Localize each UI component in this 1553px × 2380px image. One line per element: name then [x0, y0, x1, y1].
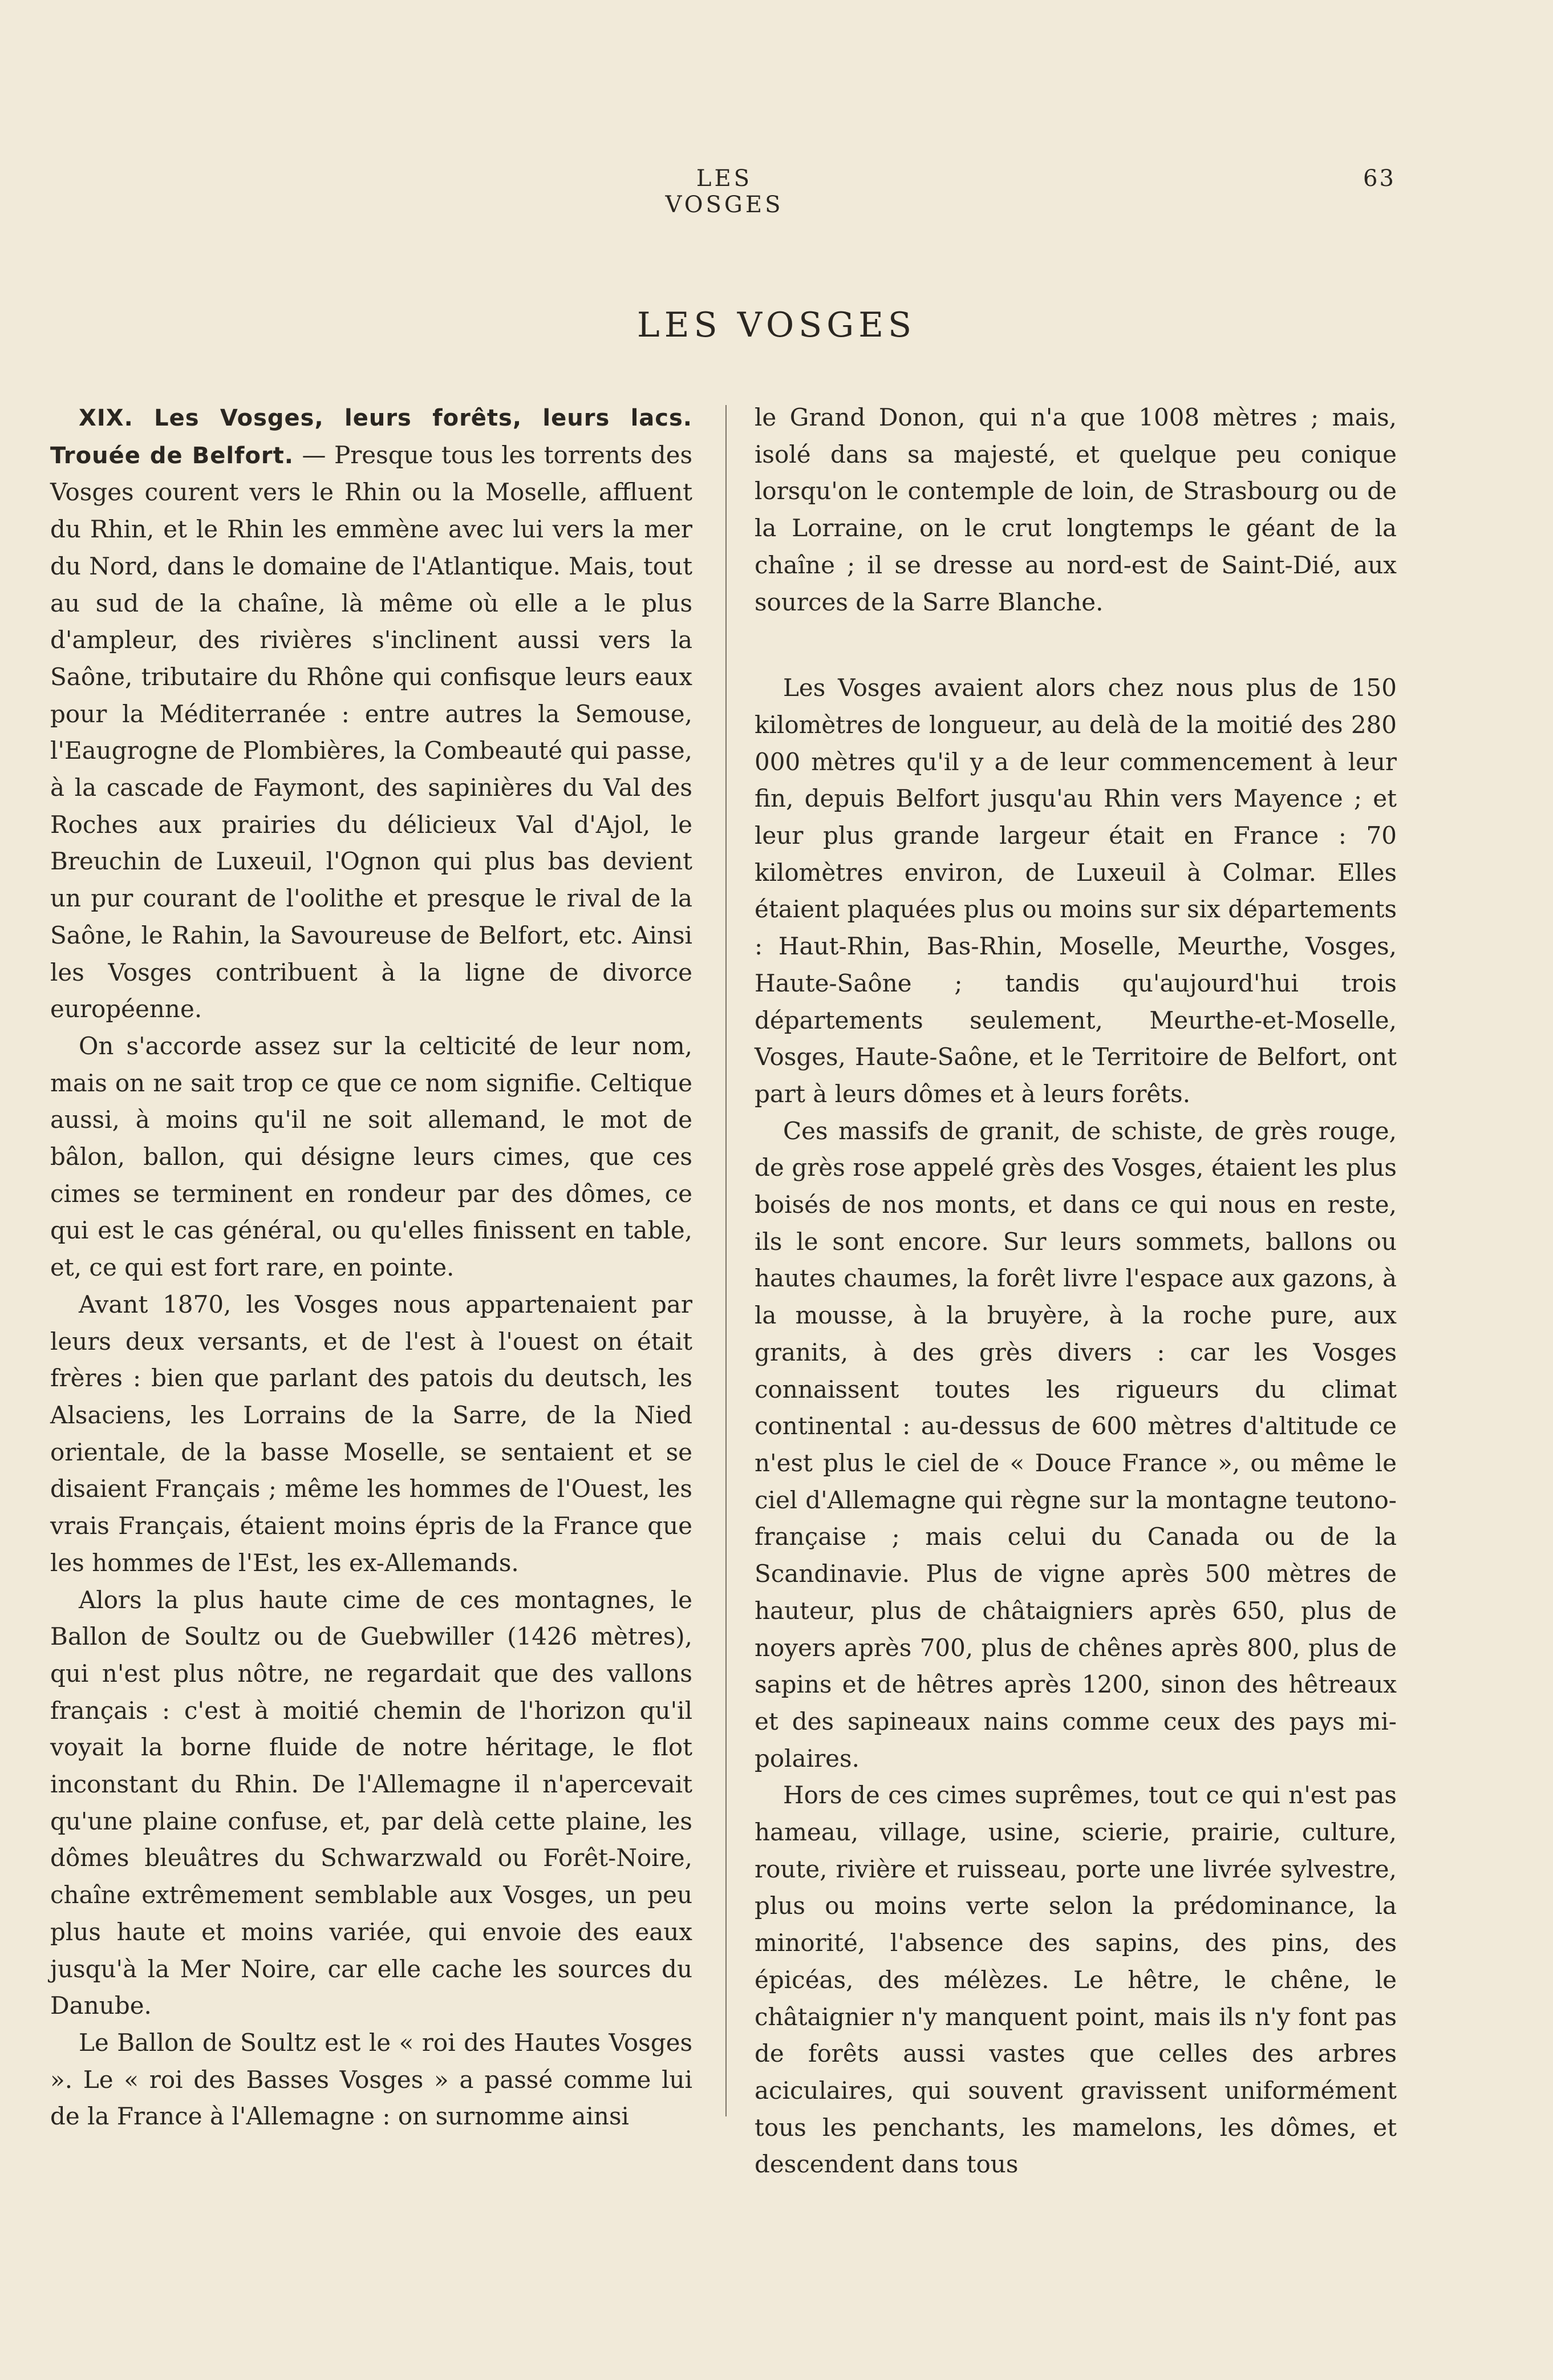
paragraph: Ces massifs de granit, de schiste, de grès rouge, de grès rose appelé grès des Vosges, étaient les plus boisés de nos monts, et dans ce qui nous en reste, ils le sont encore. Sur leurs sommets, ballons ou hautes chaumes, la forêt livre l'espace aux gazons, à la mousse, à la bruyère, à la roche pure, aux granits, à des grès divers : car les Vosges connaissent toutes les rigueurs du climat continental : au-dessus de 600 mètres d'altitude ce n'est plus le ciel de « Douce France », ou même le ciel d'Allemagne qui règne sur la montagne teutono-française ; mais celui du Canada ou de la Scandinavie. Plus de vigne après 500 mètres de hauteur, plus de châtaigniers après 650, plus de noyers après 700, plus de chênes après 800, plus de sapins et de hêtres après 1200, sinon des hêtreaux et des sapineaux nains comme ceux des pays mi-polaires. — [755, 1116, 1397, 1772]
paragraph: Hors de ces cimes suprêmes, tout ce qui n'est pas hameau, village, usine, scierie, prairie, culture, route, rivière et ruisseau, porte une livrée sylvestre, plus ou moins verte selon la prédominance, la minorité, l'absence des sapins, des pins, des épicéas, des mélèzes. Le hêtre, le chêne, le châtaignier n'y manquent point, mais ils n'y font pas de forêts aussi vastes que celles des arbres aciculaires, qui souvent gravissent uniformément tous les penchants, les mamelons, les dômes, et descendent dans tous — [755, 1781, 1397, 2179]
column-divider — [725, 405, 727, 2116]
paragraph: Le Ballon de Soultz est le « roi des Hautes Vosges ». Le « roi des Basses Vosges » a passé comme lui de la France à l'Allemagne : on surnomme ainsi — [50, 2028, 692, 2131]
section-text: — Presque tous les torrents des Vosges courent vers le Rhin ou la Moselle, affluent du Rhin, et le Rhin les emmène avec lui vers la mer du Nord, dans le domaine de l'Atlantique. Mais, tout au sud de la chaîne, là même où elle a le plus d'ampleur, des rivières s'inclinent aussi vers la Saône, tributaire du Rhône qui confisque leurs eaux pour la Méditerranée : entre autres la Semouse, l'Eaugrogne de Plombières, la Combeauté qui passe, à la cascade de Faymont, des sapinières du Val des Roches aux prairies du délicieux Val d'Ajol, le Breuchin de Luxeuil, l'Ognon qui plus bas devient un pur courant de l'oolithe et presque le rival de la Saône, le Rahin, la Savoureuse de Belfort, etc. Ainsi les Vosges contribuent à la ligne de divorce européenne. — [50, 440, 693, 1023]
section-paragraph — [50, 399, 692, 1028]
continuation-paragraph: le Grand Donon, qui n'a que 1008 mètres ; mais, isolé dans sa majesté, et quelque peu conique lorsqu'on le contemple de loin, de Strasbourg ou de la Lorraine, on le crut longtemps le géant de la chaîne ; il se dresse au nord-est de Saint-Dié, aux sources de la Sarre Blanche. — [755, 403, 1397, 616]
paragraph: Alors la plus haute cime de ces montagnes, le Ballon de Soultz ou de Guebwiller (1426 mètres), qui n'est plus nôtre, ne regardait que des vallons français : c'est à moitié chemin de l'horizon qu'il voyait la borne fluide de notre héritage, le flot inconstant du Rhin. De l'Allemagne il n'apercevait qu'une plaine confuse, et, par delà cette plaine, les dômes bleuâtres du Schwarzwald ou Forêt-Noire, chaîne extrêmement semblable aux Vosges, un peu plus haute et moins variée, qui envoie des eaux jusqu'à la Mer Noire, car elle cache les sources du Danube. — [50, 1585, 692, 2020]
section-heading: XIX. Les Vosges, leurs forêts, leurs lacs. Trouée de Belfort. — [50, 405, 692, 469]
running-head — [0, 165, 1553, 218]
left-column — [50, 399, 692, 2135]
paragraph: On s'accorde assez sur la celticité de leur nom, mais on ne sait trop ce que ce nom signifie. Celtique aussi, à moins qu'il ne soit allemand, le mot de bâlon, ballon, qui désigne leurs cimes, que ces cimes se terminent en rondeur par des dômes, ce qui est le cas général, ou qu'elles finissent en table, et, ce qui est fort rare, en pointe. — [50, 1031, 692, 1282]
paragraph: Les Vosges avaient alors chez nous plus de 150 kilomètres de longueur, au delà de la moitié des 280 000 mètres qu'il y a de leur commencement à leur fin, depuis Belfort jusqu'au Rhin vers Mayence ; et leur plus grande largeur était en France : 70 kilomètres environ, de Luxeuil à Colmar. Elles étaient plaquées plus ou moins sur six départements : Haut-Rhin, Bas-Rhin, Moselle, Meurthe, Vosges, Haute-Saône ; tandis qu'aujourd'hui trois départements seulement, Meurthe-et-Moselle, Vosges, Haute-Saône, et le Territoire de Belfort, ont part à leurs dômes et à leurs forêts. — [755, 674, 1397, 1108]
right-column — [755, 399, 1397, 2183]
chapter-title: LES VOSGES — [636, 305, 917, 345]
running-title: LES VOSGES — [665, 165, 784, 218]
page-number: 63 — [1363, 165, 1396, 192]
paragraph: Avant 1870, les Vosges nous appartenaient par leurs deux versants, et de l'est à l'ouest on était frères : bien que parlant des patois du deutsch, les Alsaciens, les Lorrains de la Sarre, de la Nied orientale, de la basse Moselle, se sentaient et se disaient Français ; même les hommes de l'Ouest, les vrais Français, étaient moins épris de la France que les hommes de l'Est, les ex-Allemands. — [50, 1290, 692, 1577]
